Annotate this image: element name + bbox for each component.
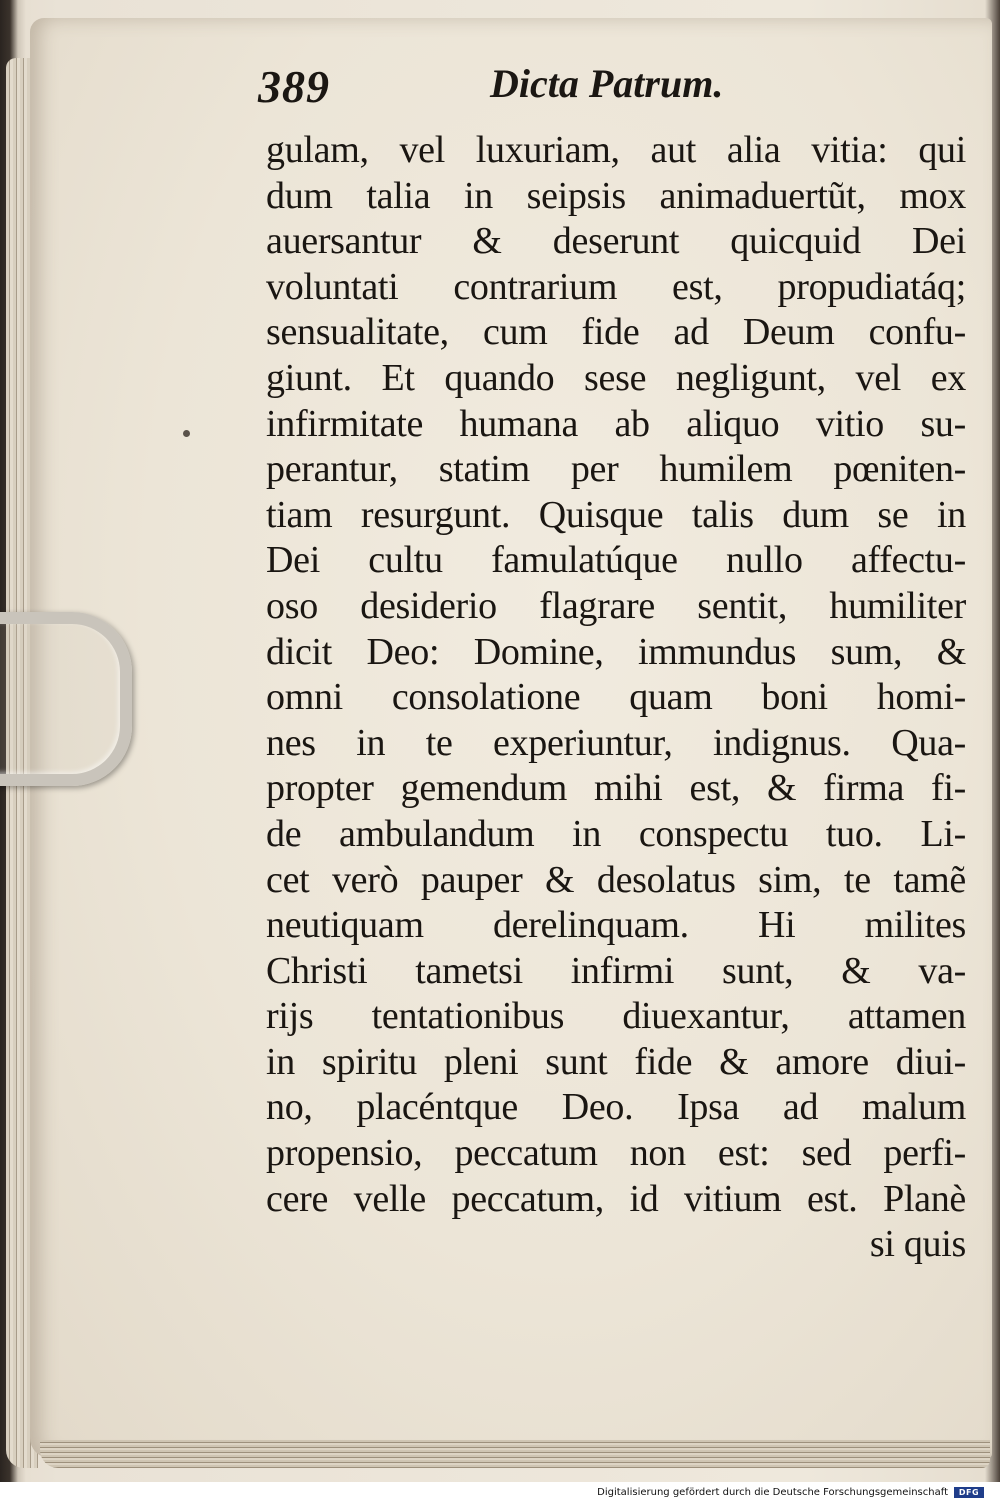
margin-mark (183, 430, 190, 437)
catchword: si quis (869, 1223, 966, 1266)
text-line: propter gemendum mihi est, & firma fi- (266, 767, 966, 810)
text-line: Christi tametsi infirmi sunt, & va- (266, 949, 966, 992)
text-line: nes in te experiuntur, indignus. Qua- (266, 721, 966, 764)
text-line: tiam resurgunt. Quisque talis dum se in (266, 493, 966, 536)
text-line: voluntati contrarium est, propudiatáq; (266, 265, 966, 308)
text-line: dicit Deo: Domine, immundus sum, & (266, 630, 966, 673)
text-line: omni consolatione quam boni homi- (266, 676, 966, 719)
text-line: dum talia in seipsis animaduertũt, mox (266, 174, 966, 217)
book-bottom-edges (40, 1440, 990, 1468)
page-number: 389 (258, 61, 330, 112)
text-line: giunt. Et quando sese negligunt, vel ex (266, 356, 966, 399)
text-line: propensio, peccatum non est: sed perfi- (266, 1132, 966, 1175)
text-line: perantur, statim per humilem pœniten- (266, 448, 966, 491)
text-line: cere velle peccatum, id vitium est. Planè (266, 1177, 966, 1220)
text-line: oso desiderio flagrare sentit, humiliter (266, 584, 966, 627)
dfg-logo-icon: DFG (954, 1487, 984, 1498)
text-line: de ambulandum in conspectu tuo. Li- (266, 812, 966, 855)
book-clasp (0, 612, 132, 786)
text-line: auersantur & deserunt quicquid Dei (266, 220, 966, 263)
text-line: infirmitate humana ab aliquo vitio su- (266, 402, 966, 445)
running-head: Dicta Patrum. (490, 61, 724, 106)
body-text (266, 128, 966, 1268)
text-line: sensualitate, cum fide ad Deum confu- (266, 311, 966, 354)
text-line: gulam, vel luxuriam, aut alia vitia: qui (266, 129, 966, 171)
text-line: Dei cultu famulatúque nullo affectu- (266, 539, 966, 582)
funding-credit: Digitalisierung gefördert durch die Deutsche Forschungsgemeinschaft (597, 1487, 948, 1498)
text-line: rijs tentationibus diuexantur, attamen (266, 995, 966, 1038)
text-line: in spiritu pleni sunt fide & amore diui- (266, 1040, 966, 1083)
text-line: neutiquam derelinquam. Hi milites (266, 904, 966, 947)
text-line: cet verò pauper & desolatus sim, te tamẽ (266, 858, 966, 901)
text-line: no, placéntque Deo. Ipsa ad malum (266, 1086, 966, 1129)
page-header (258, 52, 958, 112)
footer-bar (0, 1482, 1000, 1503)
